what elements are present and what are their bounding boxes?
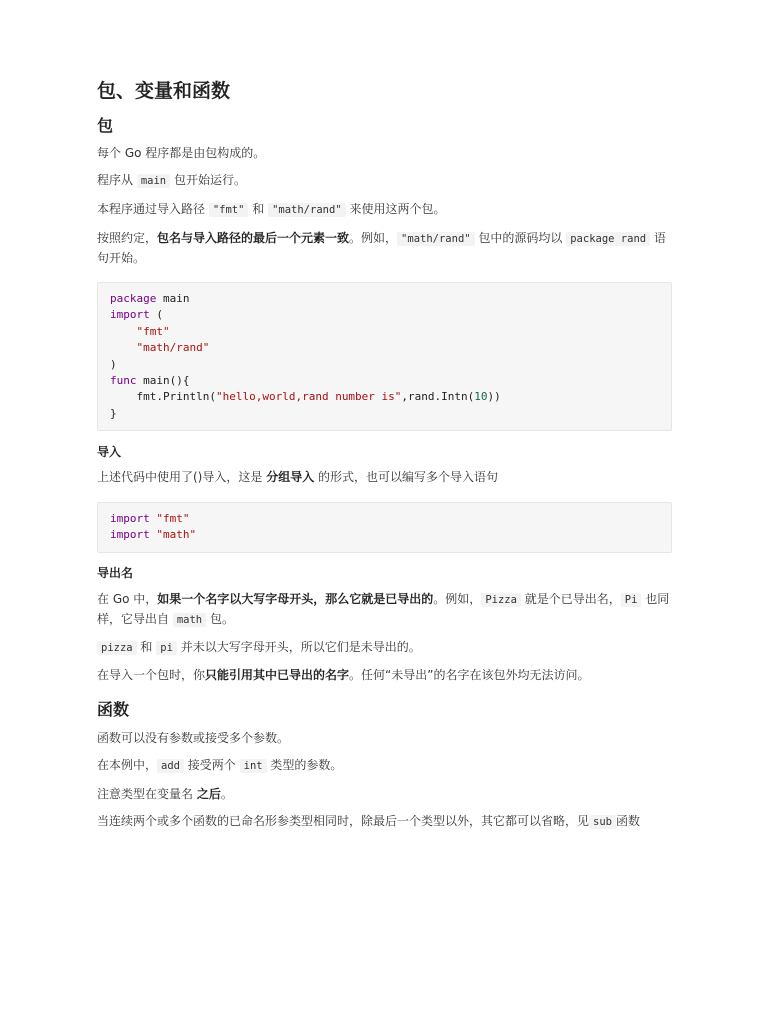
- paragraph: 注意类型在变量名 之后。: [97, 787, 233, 801]
- inline-code: "math/rand": [397, 232, 475, 246]
- inline-code: "fmt": [209, 203, 249, 217]
- page-title: 包、变量和函数: [97, 80, 231, 102]
- paragraph: 本程序通过导入路径 "fmt" 和 "math/rand" 来使用这两个包。: [97, 202, 446, 216]
- paragraph: 每个 Go 程序都是由包构成的。: [97, 146, 266, 160]
- inline-code: pizza: [97, 641, 137, 655]
- code-block: package main import ( "fmt" "math/rand" ) func main(){ fmt.Println("hello,world,rand number is",rand.Intn(10)) }: [97, 282, 672, 431]
- inline-code: "math/rand": [268, 203, 346, 217]
- section-heading-functions: 函数: [97, 700, 130, 719]
- paragraph: 按照约定，包名与导入路径的最后一个元素一致。例如， "math/rand" 包中的源码均以 package rand 语句开始。: [97, 231, 666, 265]
- inline-code: Pizza: [481, 593, 521, 607]
- inline-code: pi: [156, 641, 177, 655]
- inline-code: math: [173, 613, 206, 627]
- section-heading-import: 导入: [97, 445, 122, 459]
- paragraph: 上述代码中使用了()导入，这是 分组导入 的形式，也可以编写多个导入语句: [97, 470, 499, 484]
- paragraph: pizza 和 pi 并未以大写字母开头，所以它们是未导出的。: [97, 638, 672, 658]
- paragraph: 程序从 main 包开始运行。: [97, 173, 246, 187]
- bold-text: 如果一个名字以大写字母开头，那么它就是已导出的: [157, 592, 434, 606]
- inline-code: main: [137, 174, 170, 188]
- section-heading-package: 包: [97, 116, 114, 135]
- inline-code: sub: [589, 815, 616, 829]
- paragraph: 在导入一个包时，你只能引用其中已导出的名字。任何“未导出”的名字在该包外均无法访问。: [97, 668, 590, 682]
- paragraph: 当连续两个或多个函数的已命名形参类型相同时，除最后一个类型以外，其它都可以省略，见 sub 函数: [97, 814, 640, 828]
- paragraph: 函数可以没有参数或接受多个参数。: [97, 731, 290, 745]
- paragraph: 在本例中， add 接受两个 int 类型的参数。: [97, 758, 343, 772]
- inline-code: add: [157, 759, 184, 773]
- inline-code: Pi: [621, 593, 642, 607]
- bold-text: 之后: [196, 787, 221, 801]
- bold-text: 只能引用其中已导出的名字: [205, 668, 350, 682]
- bold-text: 分组导入: [266, 470, 315, 484]
- inline-code: int: [240, 759, 267, 773]
- paragraph: 在 Go 中，如果一个名字以大写字母开头，那么它就是已导出的。例如， Pizza 就是个已导出名， Pi 也同样，它导出自 math 包。: [97, 592, 670, 626]
- inline-code: package rand: [566, 232, 650, 246]
- section-heading-exported: 导出名: [97, 566, 134, 580]
- bold-text: 包名与导入路径的最后一个元素一致: [157, 231, 350, 245]
- code-block: import "fmt" import "math": [97, 502, 672, 553]
